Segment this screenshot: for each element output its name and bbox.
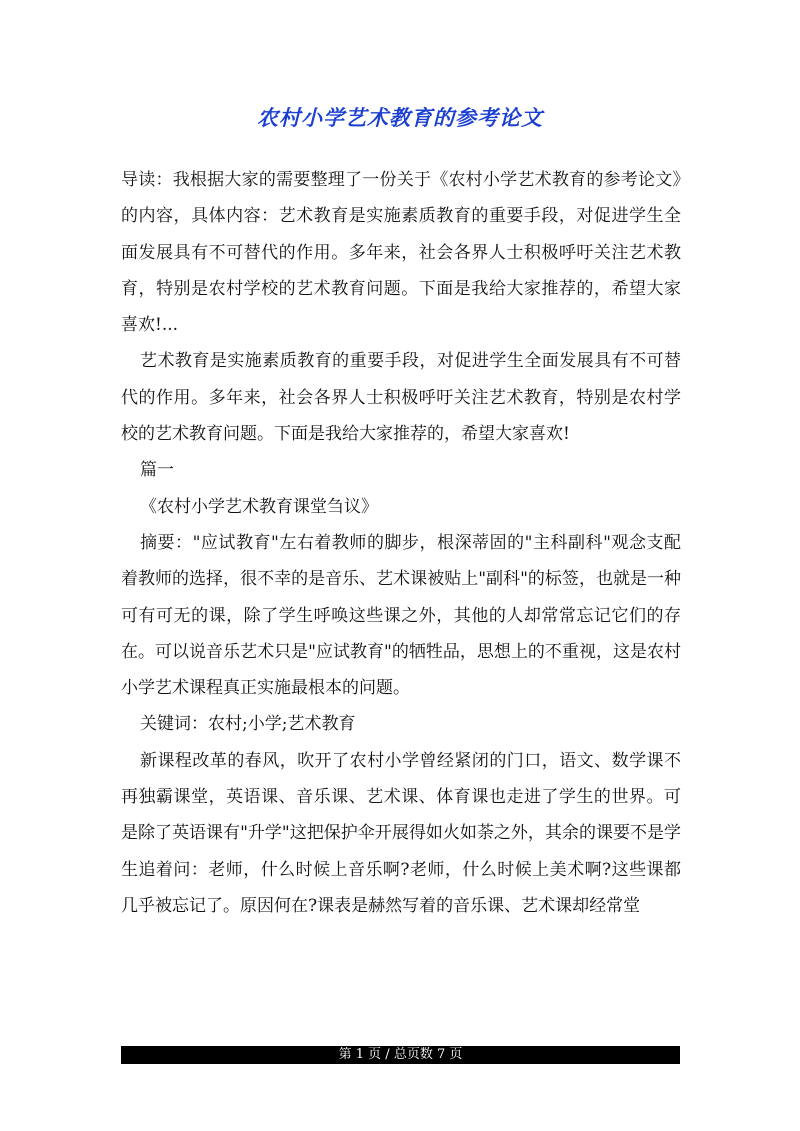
intro-paragraph: 导读：我根据大家的需要整理了一份关于《农村小学艺术教育的参考论文》的内容，具体内容：艺术教育是实施素质教育的重要手段，对促进学生全面发展具有不可替代的作用。多年来，社会各界人士积极呼吁关注艺术教育，特别是农村学校的艺术教育问题。下面是我给大家推荐的，希望大家喜欢!...	[121, 170, 681, 336]
document-title: 农村小学艺术教育的参考论文	[257, 105, 543, 130]
keywords-paragraph: 关键词：农村;小学;艺术教育	[140, 714, 356, 735]
document-body	[121, 162, 681, 924]
section-heading: 篇一	[140, 460, 174, 481]
article-title: 《农村小学艺术教育课堂刍议》	[140, 496, 378, 517]
body-paragraph: 新课程改革的春风，吹开了农村小学曾经紧闭的门口，语文、数学课不再独霸课堂，英语课、音乐课、艺术课、体育课也走进了学生的世界。可是除了英语课有"升学"这把保护伞开展得如火如荼之外，其余的课要不是学生追着问：老师，什么时候上音乐啊?老师，什么时候上美术啊?这些课都几乎被忘记了。原因何在?课表是赫然写着的音乐课、艺术课却经常堂	[121, 750, 681, 916]
body-paragraph: 艺术教育是实施素质教育的重要手段，对促进学生全面发展具有不可替代的作用。多年来，社会各界人士积极呼吁关注艺术教育，特别是农村学校的艺术教育问题。下面是我给大家推荐的，希望大家喜欢!	[121, 351, 681, 445]
page-footer: 第 1 页 / 总页数 7 页	[121, 1046, 680, 1064]
abstract-paragraph: 摘要："应试教育"左右着教师的脚步，根深蒂固的"主科副科"观念支配着教师的选择，很不幸的是音乐、艺术课被贴上"副科"的标签，也就是一种可有可无的课，除了学生呼唤这些课之外，其他的人却常常忘记它们的存在。可以说音乐艺术只是"应试教育"的牺牲品，思想上的不重视，这是农村小学艺术课程真正实施最根本的问题。	[121, 532, 681, 699]
